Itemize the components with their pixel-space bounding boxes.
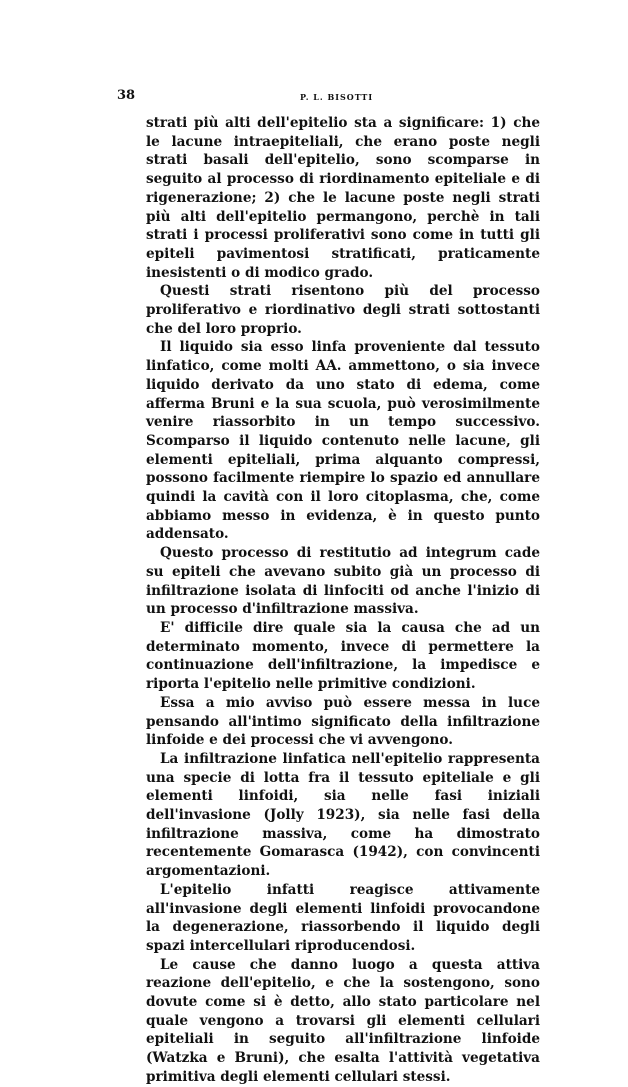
body-text: [146, 114, 540, 1087]
paragraph: Essa a mio avviso può essere messa in luce pensando all'intimo significato della infiltrazione linfoide e dei processi che vi avvengono.: [146, 694, 540, 749]
paragraph: Questo processo di restitutio ad integrum cade su epiteli che avevano subito già un processo di infiltrazione isolata di linfociti od anche l'inizio di un processo d'infiltrazione massiva.: [146, 545, 540, 618]
paragraph: Questi strati risentono più del processo proliferativo e riordinativo degli strati sottostanti che del loro proprio.: [146, 283, 540, 337]
paragraph: E' difficile dire quale sia la causa che ad un determinato momento, invece di permettere la continuazione dell'infiltrazione, la impedisce e riporta l'epitelio nelle primitive condizioni.: [146, 619, 540, 693]
paragraph: L'epitelio infatti reagisce attivamente all'invasione degli elementi linfoidi provocandone la degenerazione, riassorbendo il liquido degli spazi intercellulari riproducendosi.: [146, 881, 540, 954]
paragraph: strati più alti dell'epitelio sta a significare: 1) che le lacune intraepiteliali, che erano poste negli strati basali dell'epitelio, sono scomparse in seguito al processo di riordinamento epiteliale e di rigenerazione; 2) che le lacune poste negli strati più alti dell'epitelio permangono, perchè in tali strati i processi proliferativi sono come in tutti gli epiteli pavimentosi stratificati, praticamente inesistenti o di modico grado.: [146, 115, 540, 281]
paragraph: La infiltrazione linfatica nell'epitelio rappresenta una specie di lotta fra il tessuto epiteliale e gli elementi linfoidi, sia nelle fasi iniziali dell'invasione (Jolly 1923), sia nelle fasi della infiltrazione massiva, come ha dimostrato recentemente Gomarasca (1942), con convincenti argomentazioni.: [146, 750, 540, 880]
paragraph: Il liquido sia esso linfa proveniente dal tessuto linfatico, come molti AA. ammettono, o sia invece liquido derivato da uno stato di edema, come afferma Bruni e la sua scuola, può verosimilmente venire riassorbito in un tempo successivo. Scomparso il liquido contenuto nelle lacune, gli elementi epiteliali, prima alquanto compressi, possono facilmente riempire lo spazio ed annullare quindi la cavità con il loro citoplasma, che, come abbiamo messo in evidenza, è in questo punto addensato.: [146, 339, 540, 543]
running-head: P. L. BISOTTI: [300, 92, 374, 102]
paragraph: Le cause che danno luogo a questa attiva reazione dell'epitelio, e che la sostengono, sono dovute come si è detto, allo stato particolare nel quale vengono a trovarsi gli elementi cellulari epiteliali in seguito all'infiltrazione linfoide (Watzka e Bruni), che esalta l'attività vegetativa primitiva degli elementi cellulari stessi.: [146, 956, 540, 1085]
page-number: 38: [117, 88, 136, 103]
